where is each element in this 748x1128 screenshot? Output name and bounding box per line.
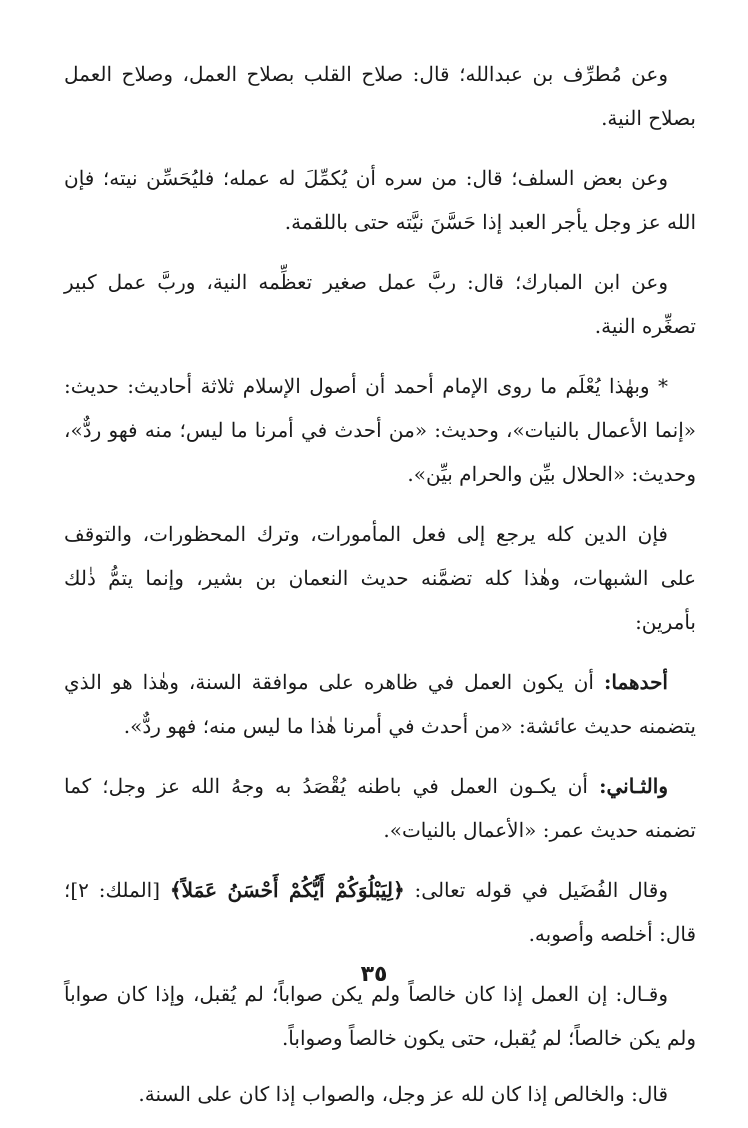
paragraph-mutarrif: وعن مُطرِّف بن عبدالله؛ قال: صلاح القلب بصلاح العمل، وصلاح العمل بصلاح النية. (64, 62, 696, 130)
paragraph-three-hadiths: * وبهٰذا يُعْلَم ما روى الإمام أحمد أن أصول الإسلام ثلاثة أحاديث: حديث: «إنما الأعمال بالنيات»، وحديث: «من أحدث في أمرنا ما ليس؛ منه فهو ردٌّ»، وحديث: «الحلال بيِّن والحرام بيِّن». (64, 374, 696, 486)
paragraph-first-condition (64, 660, 696, 748)
fudayl-pre: وقال الفُضَيل في قوله تعالى: (404, 878, 668, 902)
second-lead: والثـاني: (599, 774, 668, 798)
quran-verse: ﴿لِيَبْلُوَكُمْ أَيُّكُمْ أَحْسَنُ عَمَلاً﴾ (169, 878, 405, 902)
page-number: ٣٥ (360, 962, 388, 987)
paragraph-definition: قال: والخالص إذا كان لله عز وجل، والصواب إذا كان على السنة. (138, 1082, 668, 1106)
paragraph-second-condition (64, 764, 696, 852)
second-text: أن يكـون العمل في باطنه يُقْصَدُ به وجهُ الله عز وجل؛ كما تضمنه حديث عمر: «الأعمال بالنيات». (64, 774, 696, 842)
paragraph-religion: فإن الدين كله يرجع إلى فعل المأمورات، وترك المحظورات، والتوقف على الشبهات، وهٰذا كله تضمَّنه حديث النعمان بن بشير، وإنما يتمُّ ذٰلك بأمرين: (64, 522, 696, 634)
fudayl-post: [الملك: ٢]؛ قال: أخلصه وأصوبه. (64, 878, 696, 946)
paragraph-salaf: وعن بعض السلف؛ قال: من سره أن يُكمِّلَ له عمله؛ فليُحَسِّن نيته؛ فإن الله عز وجل يأجر العبد إذا حَسَّنَ نيَّته حتى باللقمة. (64, 166, 696, 234)
paragraph-ibn-mubarak: وعن ابن المبارك؛ قال: ربَّ عمل صغير تعظِّمه النية، وربَّ عمل كبير تصغِّره النية. (64, 270, 696, 338)
paragraph-sincere-correct: وقـال: إن العمل إذا كان خالصاً ولم يكن صواباً؛ لم يُقبل، وإذا كان صواباً ولم يكن خالصاً؛ لم يُقبل، حتى يكون خالصاً وصواباً. (64, 982, 696, 1050)
first-lead: أحدهما: (603, 670, 668, 694)
paragraph-fudayl (64, 868, 696, 956)
first-text: أن يكون العمل في ظاهره على موافقة السنة، وهٰذا هو الذي يتضمنه حديث عائشة: «من أحدث في أمرنا هٰذا ما ليس منه؛ فهو ردٌّ». (64, 670, 696, 738)
